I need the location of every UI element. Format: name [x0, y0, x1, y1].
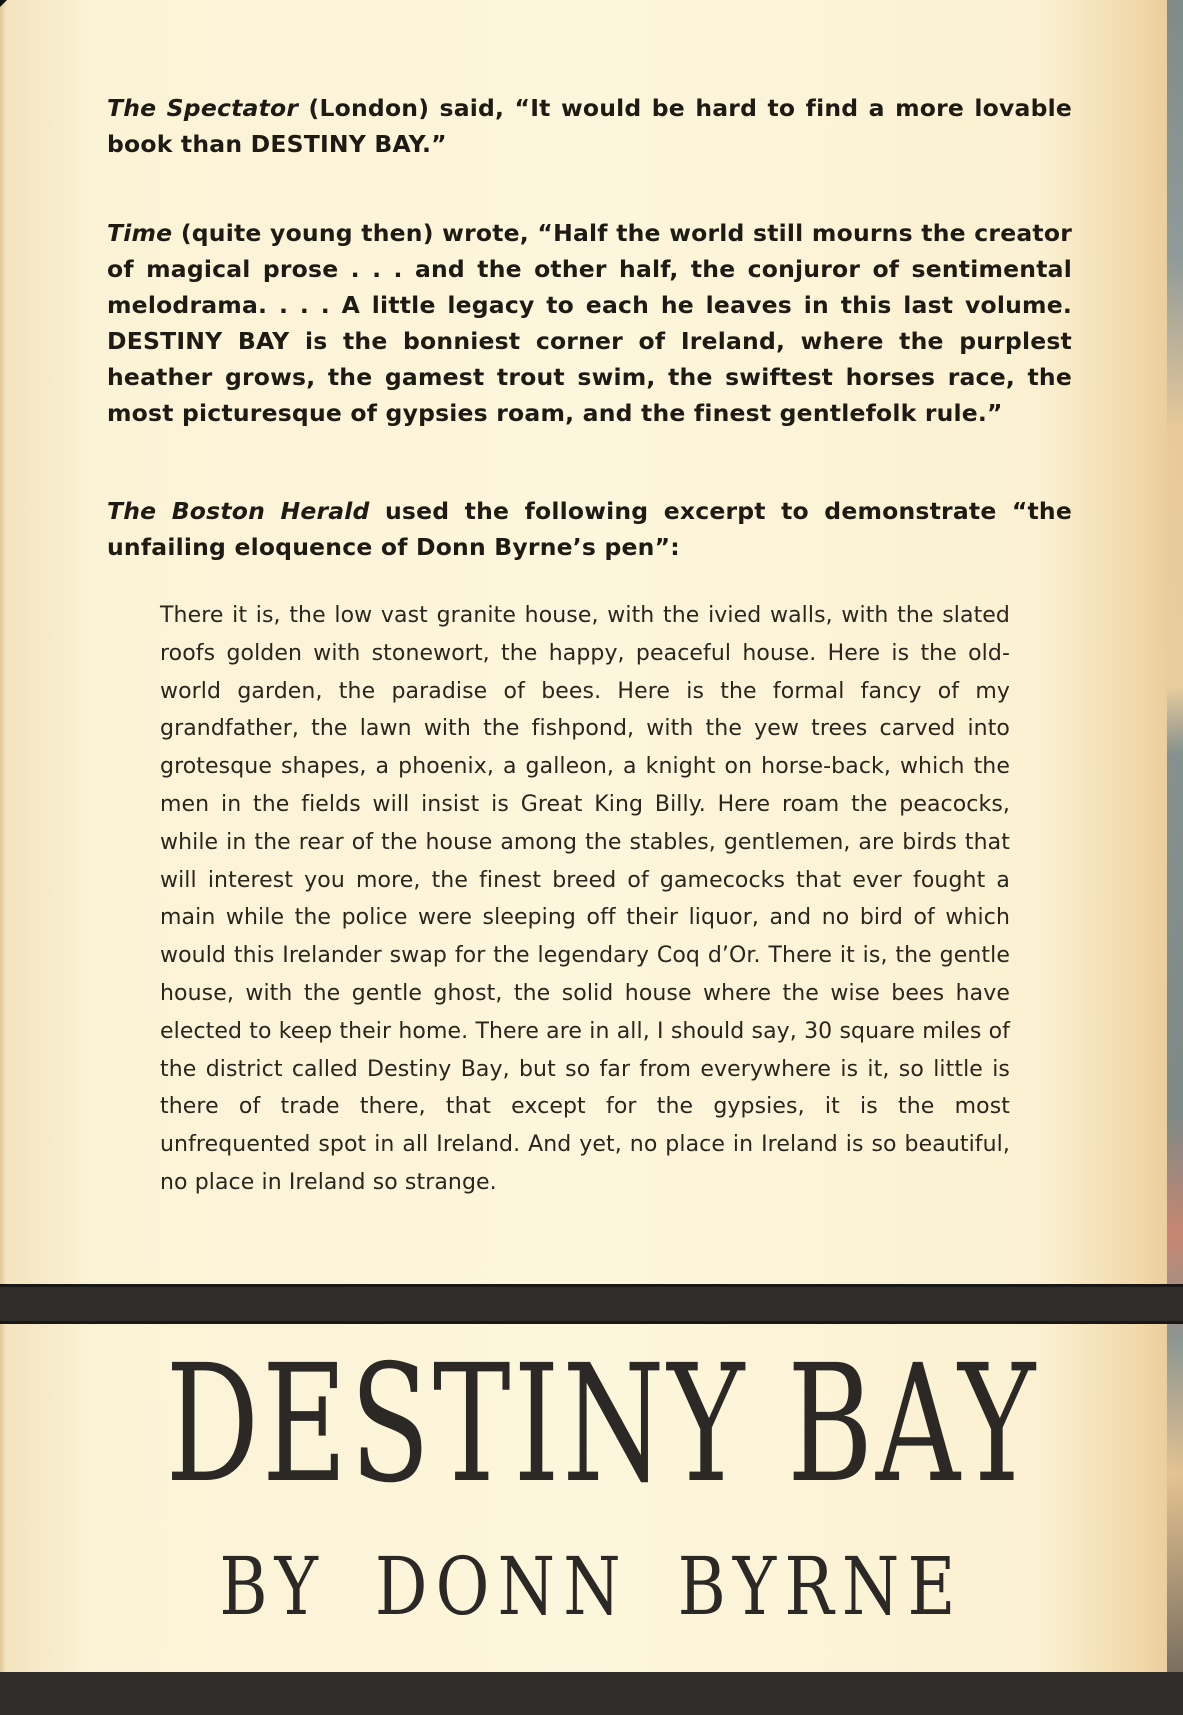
blurb-spectator	[107, 90, 1072, 162]
corner-mark	[0, 0, 7, 7]
top-decorative-band	[0, 1284, 1183, 1324]
blurb-text: (London) said, “It would be hard to find a more lovable book than DESTINY BAY.”	[107, 93, 1073, 158]
blurb-boston-herald	[107, 493, 1072, 565]
author-line: BY DONN BYRNE	[219, 1540, 964, 1633]
blurb-text: used the following excerpt to demonstrate “the unfailing eloquence of Donn Byrne’s pen”:	[107, 496, 1073, 561]
blurb-source: The Spectator	[107, 93, 299, 122]
blurb-source: The Boston Herald	[107, 496, 370, 525]
blurb-time	[107, 215, 1072, 431]
blurb-text: (quite young then) wrote, “Half the world still mourns the creator of magical prose . . . and the other half, the conjuror of sentimental melodrama. . . . A little legacy to each he leaves in this last volume. DESTINY BAY is the bonniest corner of Ireland, where the purplest heather grows, the gamest trout swim, the swiftest horses race, the most picturesque of gypsies roam, and the finest gentlefolk rule.”	[107, 218, 1072, 427]
blurb-source: Time	[107, 218, 173, 247]
bottom-decorative-band	[0, 1672, 1183, 1715]
jacket-left-edge	[0, 0, 6, 1715]
excerpt-quote: There it is, the low vast granite house, with the ivied walls, with the slated roofs golden with stonewort, the happy, peaceful house. Here is the old-world garden, the paradise of bees. Here is the formal fancy of my grandfather, the lawn with the fishpond, with the yew trees carved into grotesque shapes, a phoenix, a galleon, a knight on horse-back, which the men in the fields will insist is Great King Billy. Here roam the peacocks, while in the rear of the house among the stables, gentlemen, are birds that will interest you more, the finest breed of gamecocks that ever fought a main while the police were sleeping off their liquor, and no bird of which would this Irelander swap for the legendary Coq d’Or. There it is, the gentle house, with the gentle ghost, the solid house where the wise bees have elected to keep their home. There are in all, I should say, 30 square miles of the district called Destiny Bay, but so far from everywhere is it, so little is there of trade there, that except for the gypsies, it is the most unfrequented spot in all Ireland. And yet, no place in Ireland is so beautiful, no place in Ireland so strange.	[160, 603, 1010, 1195]
jacket-right-edge	[1167, 0, 1183, 1715]
book-title: DESTINY BAY	[165, 1331, 1039, 1519]
